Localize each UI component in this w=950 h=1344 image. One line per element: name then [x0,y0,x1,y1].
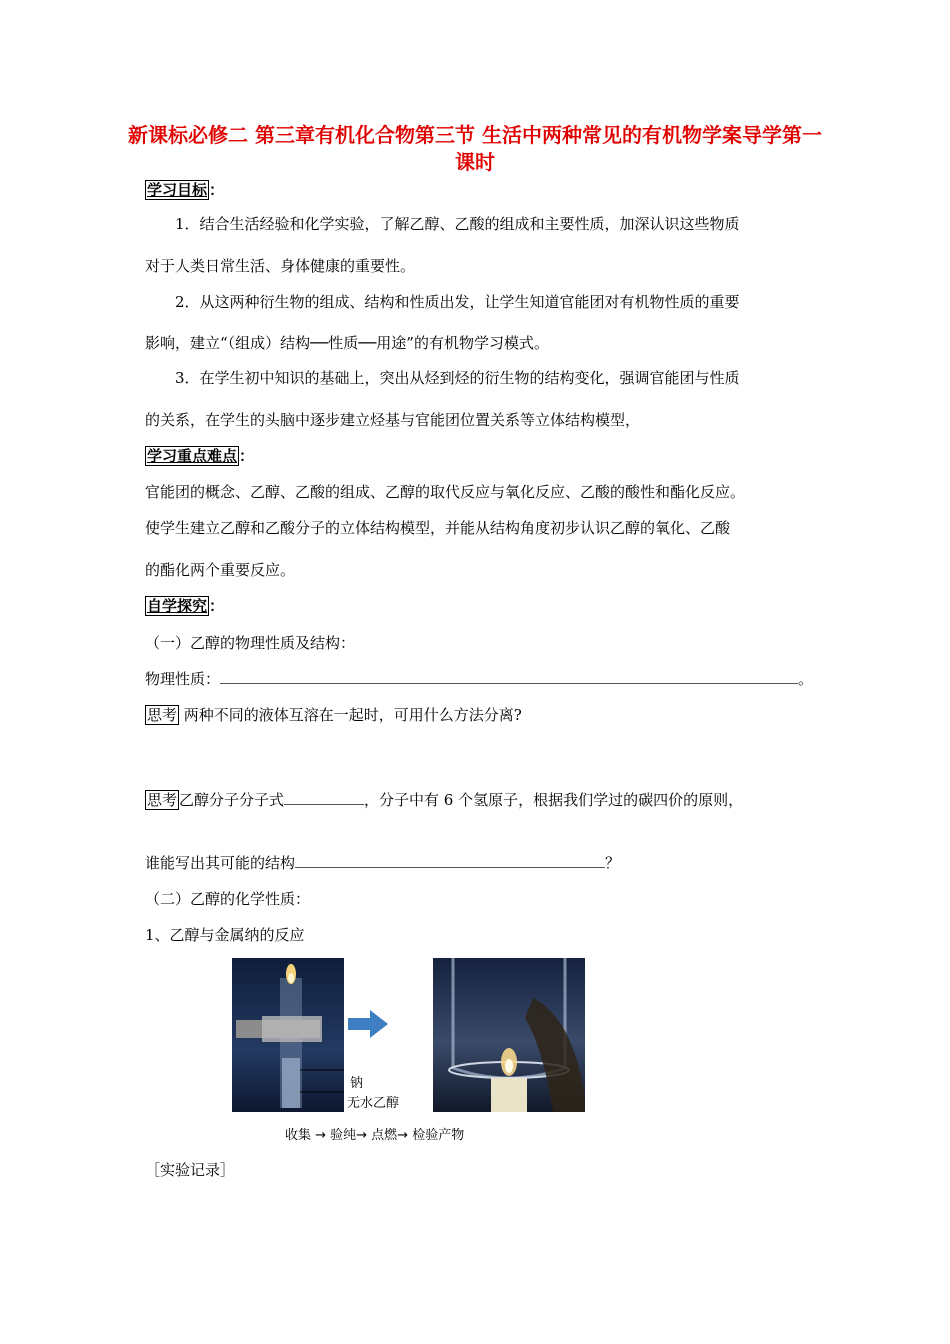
sodium-label: 钠 [350,1076,364,1091]
think-question-1: 思考 两种不同的液体互溶在一起时，可用什么方法分离? [147,706,522,724]
keypoints-line-1: 官能团的概念、乙醇、乙酸的组成、乙醇的取代反应与氧化反应、乙酸的酸性和酯化反应。 [145,483,746,501]
procedure-sequence: 收集 → 验纯→ 点燃→ 检验产物 [285,1128,465,1143]
objective-2-line-2: 影响，建立“（组成）结构──性质──用途”的有机物学习模式。 [145,334,549,352]
objective-2-line-1: 2．从这两种衍生物的组成、结构和性质出发，让学生知道官能团对有机物性质的重要 [175,293,740,311]
experiment-record: ［实验记录］ [145,1161,236,1179]
think-box: 思考 [147,706,178,724]
anhydrous-ethanol-label: 无水乙醇 [347,1096,400,1111]
objectives-heading: 学习目标 ： [147,181,225,199]
section-1-title: （一）乙醇的物理性质及结构： [145,634,356,652]
keypoints-line-3: 的酯化两个重要反应。 [145,561,296,579]
experiment-item-1: 1、乙醇与金属纳的反应 [145,926,305,944]
selfstudy-heading: 自学探究 ： [147,597,225,615]
objective-3-line-1: 3．在学生初中知识的基础上，突出从烃到烃的衍生物的结构变化，强调官能团与性质 [175,369,740,387]
document-title: 新课标必修二 第三章有机化合物第三节 生活中两种常见的有机物学案导学第一课时 [128,123,822,174]
formula-blank[interactable] [284,790,364,805]
physical-properties-line: 物理性质： 。 [145,670,814,688]
right-arrow-icon [348,1010,388,1038]
section-2-title: （二）乙醇的化学性质： [145,890,311,908]
keypoints-heading: 学习重点难点 ： [147,447,255,465]
objective-3-line-2: 的关系，在学生的头脑中逐步建立烃基与官能团位置关系等立体结构模型， [145,411,641,429]
think-question-2: 思考 乙醇分子分子式 ，分子中有 6 个氢原子，根据我们学过的碳四价的原则， [147,791,744,809]
think-box: 思考 [147,791,178,809]
structure-question-line: 谁能写出其可能的结构 ？ [145,854,621,872]
structure-blank[interactable] [295,853,605,868]
physical-properties-blank[interactable] [220,669,798,684]
objective-1-line-1: 1．结合生活经验和化学实验，了解乙醇、乙酸的组成和主要性质，加深认识这些物质 [175,215,740,233]
keypoints-line-2: 使学生建立乙醇和乙酸分子的立体结构模型，并能从结构角度初步认识乙醇的氧化、乙酸 [145,519,731,537]
beaker-flame-photo [433,958,585,1112]
objective-1-line-2: 对于人类日常生活、身体健康的重要性。 [145,257,416,275]
experiment-figure [230,958,590,1148]
